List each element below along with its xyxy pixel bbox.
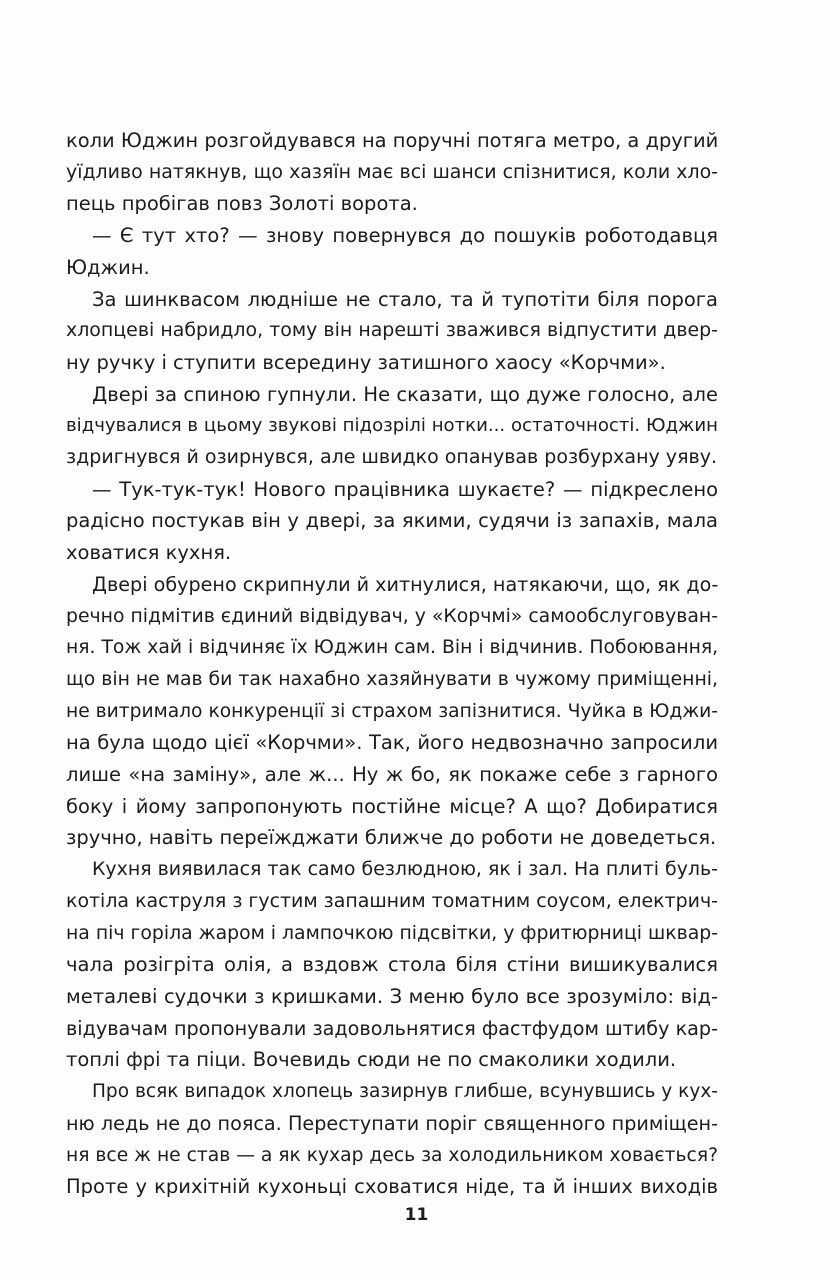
text-line: боку і йому запропонують постійне місце? А що? Добиратися	[66, 794, 718, 818]
text-line: радісно постукав він у двері, за якими, судячи із запахів, мала	[66, 509, 718, 533]
text-line: уїдливо натякнув, що хазяїн має всі шанси спізнитися, коли хло-	[66, 160, 718, 183]
text-line: коли Юджин розгойдувався на поручні потяга метро, а другий	[66, 129, 719, 152]
text-line: металеві судочки з кришками. З меню було все зрозуміло: від-	[66, 984, 718, 1008]
text-line: чала розігріта олія, а вздовж стола біля стіни вишикувалися	[66, 953, 718, 977]
text-line: на піч горіла жаром і лампочкою підсвітки, у фритюрниці шквар-	[66, 922, 718, 944]
text-line: За шинквасом людніше не стало, та й тупотіти біля порога	[92, 287, 718, 311]
text-line: котіла каструля з густим запашним томатним соусом, електрич-	[66, 889, 718, 912]
text-line: — Є тут хто? — знову повернувся до пошуків роботодавця	[92, 224, 718, 248]
text-line: на була щодо цієї «Корчми». Так, його недвозначно запросили	[66, 731, 718, 755]
text-line: не витримало конкуренції зі страхом запізнитися. Чуйка в Юджи-	[66, 700, 718, 722]
text-line: Двері обурено скрипнули й хитнулися, натякаючи, що, як до-	[92, 572, 719, 596]
text-line: речно підмітив єдиний відвідувач, у «Корчмі» самообслуговуван-	[66, 605, 718, 627]
text-line: Двері за спиною гупнули. Не сказати, що дуже голосно, але	[92, 382, 718, 406]
text-line: топлі фрі та піци. Вочевидь сюди не по смаколики ходили.	[66, 1048, 677, 1072]
text-line: пець пробігав повз Золоті ворота.	[66, 192, 418, 216]
text-line: ня. Тож хай і відчиняє їх Юджин сам. Він і відчинив. Побоювання,	[66, 637, 719, 659]
text-line: Юджин.	[66, 255, 150, 279]
text-line: відувачам пропонували задовольнятися фастфудом штибу кар-	[66, 1016, 718, 1040]
text-line: Проте у крихітній кухоньці сховатися ніде, та й інших виходів	[66, 1175, 718, 1199]
text-line: ховатися кухня.	[66, 541, 232, 565]
text-line: — Тук-тук-тук! Нового працівника шукаєте? — підкреслено	[92, 477, 718, 501]
page-number: 11	[404, 1205, 429, 1225]
text-line: що він не мав би так нахабно хазяйнувати в чужому приміщенні,	[66, 668, 718, 690]
text-line: Кухня виявилася так само безлюдною, як і зал. На плиті буль-	[92, 858, 718, 881]
text-line: ня все ж не став — а як кухар десь за холодильником ховається?	[66, 1144, 718, 1166]
text-line: відчувалися в цьому звукові підозрілі нотки... остаточності. Юджин	[66, 415, 718, 437]
body-text	[66, 125, 718, 1203]
text-line: здригнувся й озирнувся, але швидко опанував розбурхану уяву.	[66, 446, 718, 469]
text-line: ну ручку і ступити всередину затишного хаосу «Корчми».	[66, 350, 666, 374]
text-line: ню ледь не до пояса. Переступати поріг священного приміщен-	[66, 1111, 718, 1135]
text-line: Про всяк випадок хлопець зазирнув глибше, всунувшись у кух-	[92, 1081, 718, 1103]
text-line: хлопцеві набридло, тому він нарешті зважився відпустити двер-	[66, 319, 718, 342]
text-line: лише «на заміну», але ж... Ну ж бо, як покаже себе з гарного	[66, 763, 718, 787]
text-line: зручно, навіть переїжджати ближче до роботи не доведеться.	[66, 826, 717, 850]
